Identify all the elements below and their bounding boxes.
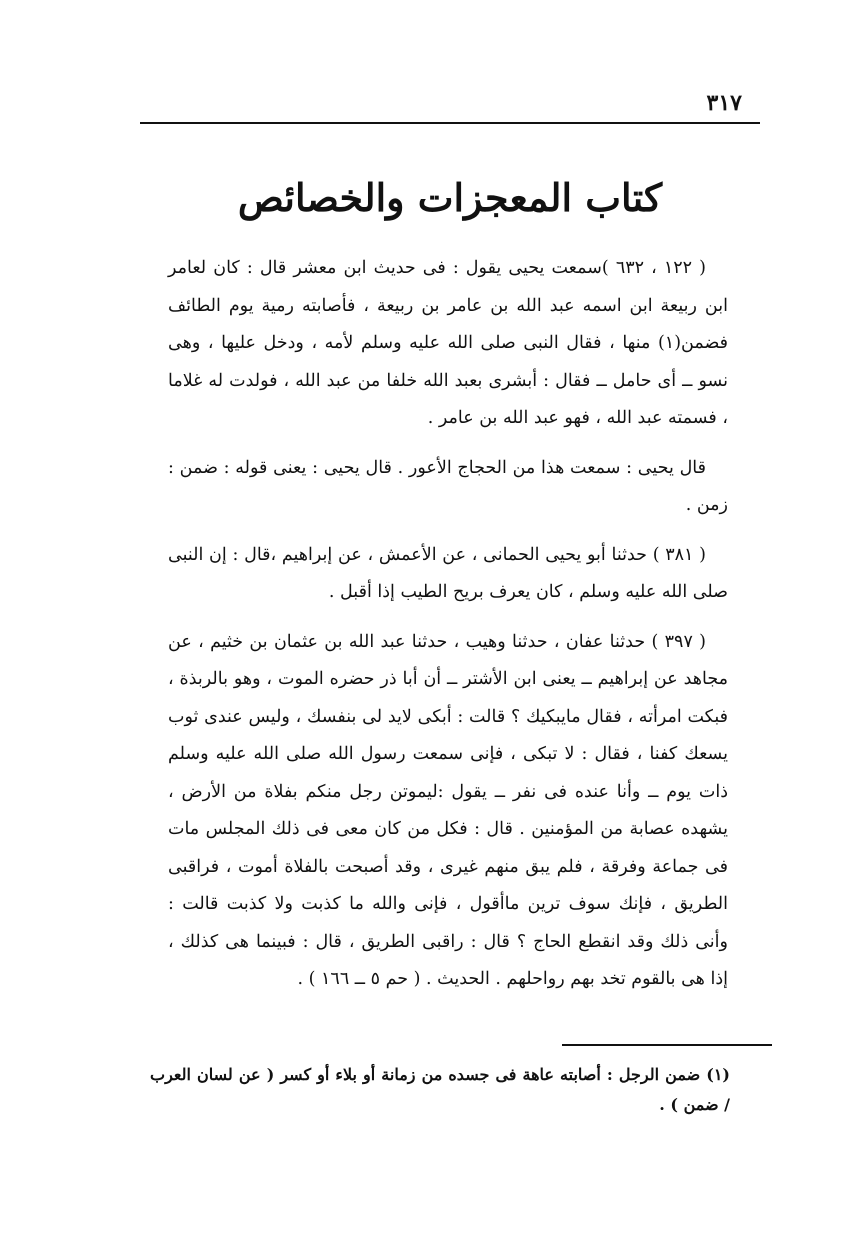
footnote-rule: [562, 1044, 772, 1046]
paragraph-hadith-381: ( ٣٨١ ) حدثنا أبو يحيى الحمانى ، عن الأعمش ، عن إبراهيم ،قال : إن النبى صلى الله عليه وسلم ، كان يعرف بريح الطيب إذا أقبل .: [168, 544, 728, 602]
chapter-title: كتاب المعجزات والخصائص: [237, 175, 663, 220]
main-text: [168, 250, 728, 1011]
paragraph-yahya-note: قال يحيى : سمعت هذا من الحجاج الأعور . قال يحيى : يعنى قوله : ضمن : زمن .: [168, 457, 728, 515]
page-number: ٣١٧: [706, 90, 742, 116]
footnote: (١) ضمن الرجل : أصابته عاهة فى جسده من زمانة أو بلاء أو كسر ( عن لسان العرب / ضمن ) .: [150, 1065, 730, 1114]
header-rule: [140, 122, 760, 124]
paragraph-hadith-397: ( ٣٩٧ ) حدثنا عفان ، حدثنا وهيب ، حدثنا عبد الله بن عثمان بن خثيم ، عن مجاهد عن إبراهيم ــ يعنى ابن الأشتر ــ أن أبا ذر حضره الموت ، وهو بالربذة ، فبكت امرأته ، فقال مايبكيك ؟ قالت : أبكى لايد لى بنفسك ، وليس عندى ثوب يسعك كفنا ، فقال : لا تبكى ، فإنى سمعت رسول الله صلى الله عليه وسلم ذات يوم ــ وأنا عنده فى نفر ــ يقول :ليموتن رجل منكم بفلاة من الأرض ، يشهده عصابة من المؤمنين . قال : فكل من كان معى فى ذلك المجلس مات فى جماعة وفرقة ، فلم يبق منهم غيرى ، وقد أصبحت بالفلاة أموت ، فراقبى الطريق ، فإنك سوف ترين ماأقول ، فإنى والله ما كذبت ولا كذبت قالت : وأنى ذلك وقد انقطع الحاج ؟ قال : راقبى الطريق ، قال : فبينما هى كذلك ، إذا هى بالقوم تخد بهم رواحلهم . الحديث . ( حم ٥ ــ ١٦٦ ) .: [168, 631, 728, 989]
paragraph-hadith-122: ( ١٢٢ ، ٦٣٢ )سمعت يحيى يقول : فى حديث ابن معشر قال : كان لعامر ابن ربيعة ابن اسمه عبد الله بن عامر بن ربيعة ، فأصابته رمية يوم الطائف فضمن(١) منها ، فقال النبى صلى الله عليه وسلم لأمه ، ودخل عليها ، وهى نسو ــ أى حامل ــ فقال : أبشرى بعبد الله خلفا من عبد الله ، فولدت له غلاما ، فسمته عبد الله ، فهو عبد الله بن عامر .: [168, 258, 728, 428]
page-header: [140, 88, 760, 128]
